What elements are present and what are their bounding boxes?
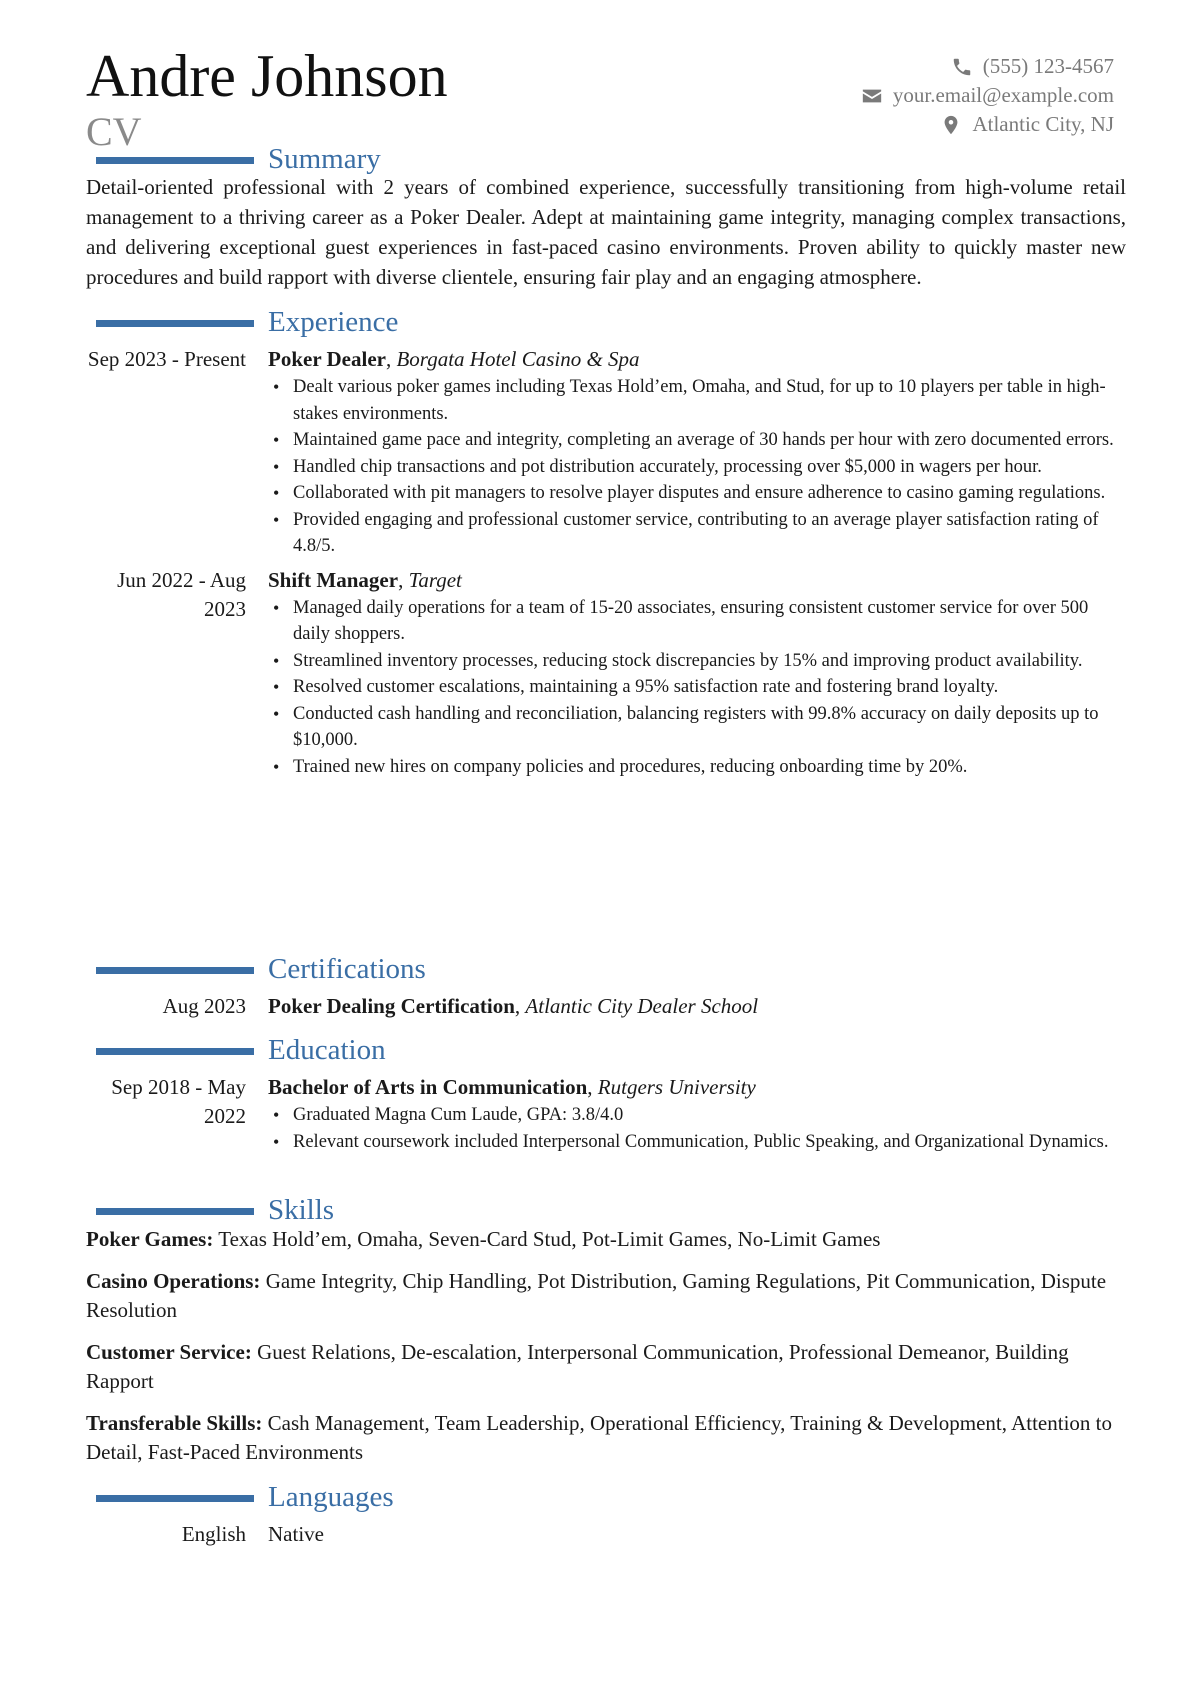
section-heading [86,1033,1126,1069]
entry-body [268,566,1126,781]
experience-entry [86,345,1126,560]
phone-text: (555) 123-4567 [982,54,1114,78]
skills-section [86,1193,1126,1480]
skill-category: Customer Service: [86,1340,252,1364]
certifying-body: Atlantic City Dealer School [525,994,759,1018]
entry-date: Jun 2022 - Aug 2023 [117,567,246,621]
bullet-item: • Resolved customer escalations, maintaining a 95% satisfaction rate and fostering brand loyalty. [268,674,1126,701]
contact-location [714,110,1114,139]
certifications-section [86,952,1126,1025]
bullet-item: • Dealt various poker games including Texas Hold’em, Omaha, and Stud, for up to 10 players per table in high-stakes environments. [268,374,1126,427]
bullet-list [268,374,1126,560]
entry-title: Shift Manager, Target [268,567,462,592]
education-section [86,1033,1126,1159]
contact-phone [714,52,1114,81]
skill-row [86,1225,1126,1254]
location-text: Atlantic City, NJ [972,112,1114,136]
language-name: English [181,1522,246,1546]
languages-section [86,1480,1126,1553]
bullet-item: • Relevant coursework included Interpersonal Communication, Public Speaking, and Organizational Dynamics. [268,1129,1126,1156]
bullet-item: • Streamlined inventory processes, reducing stock discrepancies by 15% and improving product availability. [268,648,1126,675]
bullet-item: • Handled chip transactions and pot distribution accurately, processing over $5,000 in wagers per hour. [268,454,1126,481]
entry-body [268,992,1126,1021]
summary-text: Detail-oriented professional with 2 years of combined experience, successfully transitioning from high-volume retail management to a thriving career as a Poker Dealer. Adept at maintaining game integrity, managing complex transactions, and delivering exceptional guest experiences in fast-paced casino environments. Proven ability to quickly master new procedures and build rapport with diverse clientele, ensuring fair play and an engaging atmosphere. [86,175,1126,289]
entry-body [268,345,1126,560]
certification-entry [86,992,1126,1021]
document-subtitle: CV [86,109,142,154]
contact-email [714,81,1114,110]
job-role: Poker Dealer [268,347,386,371]
section-heading [86,305,1126,341]
section-accent-bar [96,157,254,164]
bullet-item: • Managed daily operations for a team of 15-20 associates, ensuring consistent customer service for over 500 daily shoppers. [268,595,1126,648]
entry-date: Aug 2023 [162,994,246,1018]
skill-row [86,1338,1126,1396]
entry-body [268,1520,1126,1549]
entry-title: Poker Dealer, Borgata Hotel Casino & Spa [268,347,640,371]
bullet-list [268,595,1126,781]
skill-values: Cash Management, Team Leadership, Operational Efficiency, Training & Development, Attention to Detail, Fast-Paced Environments [86,1411,1112,1464]
bullet-item: • Maintained game pace and integrity, completing an average of 30 hands per hour with zero documented errors. [268,427,1126,454]
certification-name: Poker Dealing Certification [268,994,515,1018]
entry-title: Bachelor of Arts in Communication, Rutgers University [268,1075,756,1099]
summary-section [86,142,1126,292]
section-title: Education [268,1034,386,1066]
bullet-item: • Collaborated with pit managers to resolve player disputes and ensure adherence to casino gaming regulations. [268,480,1126,507]
institution: Rutgers University [597,1075,756,1099]
experience-entry [86,566,1126,781]
entry-date: Sep 2023 - Present [87,347,246,371]
section-title: Skills [268,1194,335,1226]
bullet-list [268,1102,1126,1155]
skill-values: Game Integrity, Chip Handling, Pot Distribution, Gaming Regulations, Pit Communication, Dispute Resolution [86,1269,1107,1322]
section-title: Languages [268,1481,394,1513]
section-heading [86,1480,1126,1516]
email-text[interactable]: your.email@example.com [892,83,1114,107]
section-title: Experience [268,306,399,338]
language-entry [86,1520,1126,1549]
section-heading [86,952,1126,988]
skill-row [86,1267,1126,1325]
employer: Borgata Hotel Casino & Spa [396,347,640,371]
section-title: Summary [268,143,381,175]
bullet-item: • Trained new hires on company policies and procedures, reducing onboarding time by 20%. [268,754,1126,781]
skill-row [86,1409,1126,1467]
section-accent-bar [96,1208,254,1215]
section-heading [86,142,1126,178]
skill-values: Guest Relations, De-escalation, Interpersonal Communication, Professional Demeanor, Building Rapport [86,1340,1069,1393]
bullet-item: • Provided engaging and professional customer service, contributing to an average player satisfaction rating of 4.8/5. [268,507,1126,560]
skill-category: Transferable Skills: [86,1411,263,1435]
education-entry [86,1073,1126,1155]
skill-category: Poker Games: [86,1227,214,1251]
contact-block [714,52,1114,139]
skills-list [86,1225,1126,1467]
skill-category: Casino Operations: [86,1269,261,1293]
entry-body [268,1073,1126,1155]
bullet-item: • Conducted cash handling and reconciliation, balancing registers with 99.8% accuracy on daily deposits up to $10,000. [268,701,1126,754]
entry-title: Poker Dealing Certification, Atlantic City Dealer School [268,994,759,1018]
section-accent-bar [96,320,254,327]
employer: Target [408,567,462,592]
job-role: Shift Manager [268,567,399,592]
location-pin-icon [940,114,962,136]
section-accent-bar [96,1048,254,1055]
degree: Bachelor of Arts in Communication [268,1075,588,1099]
experience-section [86,305,1126,784]
skill-values: Texas Hold’em, Omaha, Seven-Card Stud, Pot-Limit Games, No-Limit Games [218,1227,881,1251]
section-heading [86,1193,1126,1229]
bullet-item: • Graduated Magna Cum Laude, GPA: 3.8/4.0 [268,1102,1126,1129]
envelope-icon [861,85,883,107]
language-level: Native [268,1522,324,1546]
section-accent-bar [96,1495,254,1502]
phone-icon [951,56,973,78]
section-accent-bar [96,967,254,974]
section-title: Certifications [268,953,426,985]
candidate-name: Andre Johnson [86,43,448,109]
entry-date: Sep 2018 - May 2022 [111,1075,246,1128]
